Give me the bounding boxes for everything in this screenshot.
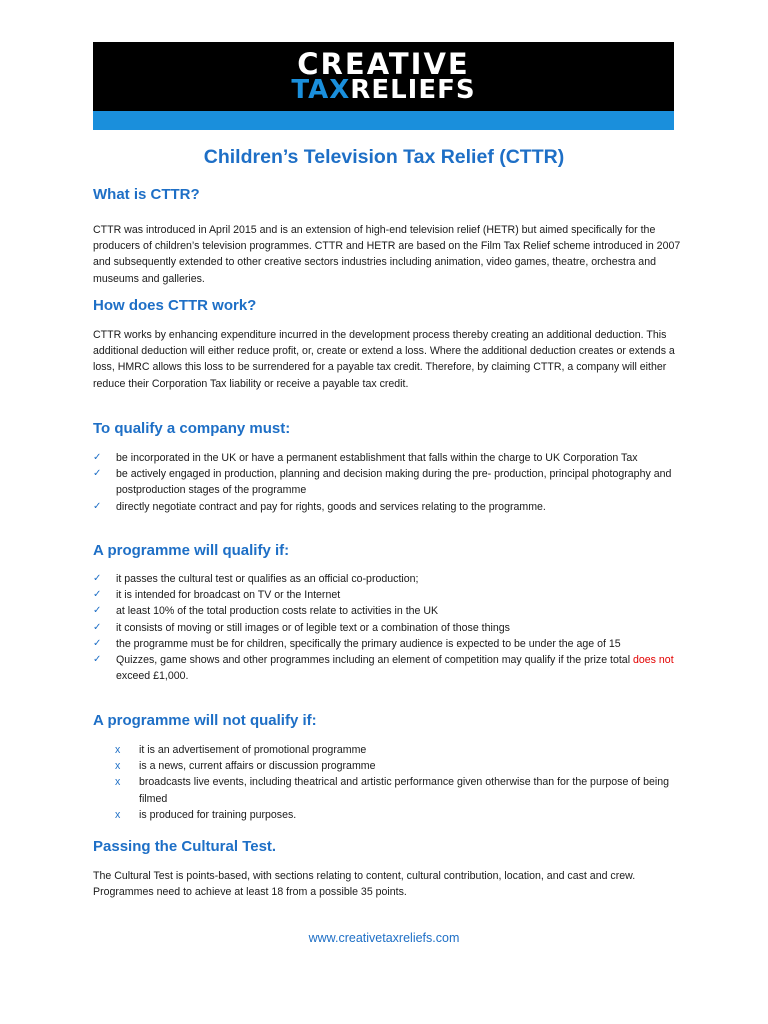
heading-qualify-company: To qualify a company must: — [93, 420, 291, 437]
logo-word-reliefs: RELIEFS — [350, 74, 476, 105]
list-item — [93, 587, 683, 603]
check-icon: ✓ — [93, 637, 102, 649]
list-item — [93, 499, 683, 515]
list-programme-not-qualify — [93, 742, 683, 823]
list-item-text: at least 10% of the total production costs relate to activities in the UK — [116, 605, 439, 618]
list-qualify-company — [93, 450, 683, 515]
list-item — [93, 758, 683, 774]
footer-website-link[interactable]: www.creativetaxreliefs.com — [308, 931, 460, 945]
x-mark-icon: x — [115, 744, 121, 756]
check-icon: ✓ — [93, 621, 102, 633]
heading-programme-not-qualify: A programme will not qualify if: — [93, 712, 317, 729]
check-icon: ✓ — [93, 654, 102, 666]
list-item — [93, 603, 683, 619]
list-item-text: it consists of moving or still images or of legible text or a combination of those things — [116, 621, 510, 634]
list-item — [93, 450, 683, 466]
check-icon: ✓ — [93, 500, 102, 512]
list-item-text: directly negotiate contract and pay for rights, goods and services relating to the programme. — [116, 500, 546, 513]
list-programme-qualify — [93, 571, 683, 684]
list-item-text: is produced for training purposes. — [139, 808, 297, 821]
list-item-text: broadcasts live events, including theatrical and artistic performance given otherwise than for the purpose of being filmed — [139, 776, 669, 805]
paragraph-cultural-test: The Cultural Test is points-based, with sections relating to content, cultural contribution, location, and cast and crew. Programmes need to achieve at least 18 from a possible 35 points. — [93, 870, 636, 899]
list-item-text: it is an advertisement of promotional programme — [139, 744, 367, 756]
paragraph-how-does-cttr-work: CTTR works by enhancing expenditure incurred in the development process thereby creating an additional deduction. This additional deduction will either reduce profit, or, create or extend a loss. Where the additional deduction creates or extends a loss, HMRC allows this loss to be surrendered for a payable tax credit. Therefore, by claiming CTTR, a company will either reduce their Corporation Tax liability or receive a payable tax credit. — [93, 329, 675, 390]
heading-how-does-cttr-work: How does CTTR work? — [93, 297, 257, 314]
check-icon: ✓ — [93, 589, 102, 601]
list-item — [93, 571, 683, 587]
list-item — [93, 636, 683, 652]
banner-accent-strip — [93, 111, 674, 130]
x-mark-icon: x — [115, 808, 121, 821]
logo-word-creative: CREATIVE — [297, 46, 470, 81]
logo-block — [93, 42, 674, 111]
x-mark-icon: x — [115, 776, 121, 789]
check-icon: ✓ — [93, 468, 102, 480]
list-item — [93, 652, 683, 684]
check-icon: ✓ — [93, 452, 102, 463]
list-item-text: the programme must be for children, specifically the primary audience is expected to be under the age of 15 — [116, 637, 621, 650]
heading-what-is-cttr: What is CTTR? — [93, 186, 200, 203]
list-item-text: be actively engaged in production, planning and decision making during the pre- production, principal photography and postproduction stages of the programme — [116, 468, 672, 497]
x-mark-icon: x — [115, 760, 121, 773]
list-item-text: is a news, current affairs or discussion programme — [139, 760, 376, 773]
logo-word-tax: TAX — [291, 74, 351, 105]
list-item-text: be incorporated in the UK or have a permanent establishment that falls within the charge to UK Corporation Tax — [116, 452, 638, 464]
heading-cultural-test: Passing the Cultural Test. — [93, 838, 277, 855]
page-title: Children’s Television Tax Relief (CTTR) — [203, 146, 565, 168]
list-item — [93, 807, 683, 823]
header-banner — [93, 42, 674, 130]
paragraph-what-is-cttr: CTTR was introduced in April 2015 and is an extension of high-end television relief (HETR) but aimed specifically for the producers of children’s television programmes. CTTR and HETR are based on the Film Tax Relief scheme introduced in 2007 and subsequently extended to other creative sectors industries including animation, video games, theatre, orchestra and museums and galleries. — [93, 224, 681, 285]
list-item-text: it is intended for broadcast on TV or the Internet — [116, 589, 341, 602]
emphasis-does-not: does not — [633, 654, 674, 667]
list-item — [93, 774, 683, 806]
check-icon: ✓ — [93, 605, 102, 617]
logo-word-taxreliefs — [291, 74, 476, 105]
heading-programme-qualify: A programme will qualify if: — [93, 542, 290, 559]
list-item-text: it passes the cultural test or qualifies as an official co-production; — [116, 573, 419, 585]
check-icon: ✓ — [93, 573, 102, 584]
list-item — [93, 620, 683, 636]
list-item-text-before: Quizzes, game shows and other programmes including an element of competition may qualify if the prize total — [116, 654, 633, 667]
list-item — [93, 742, 683, 758]
list-item-text-after: exceed £1,000. — [116, 670, 189, 683]
list-item — [93, 466, 683, 498]
